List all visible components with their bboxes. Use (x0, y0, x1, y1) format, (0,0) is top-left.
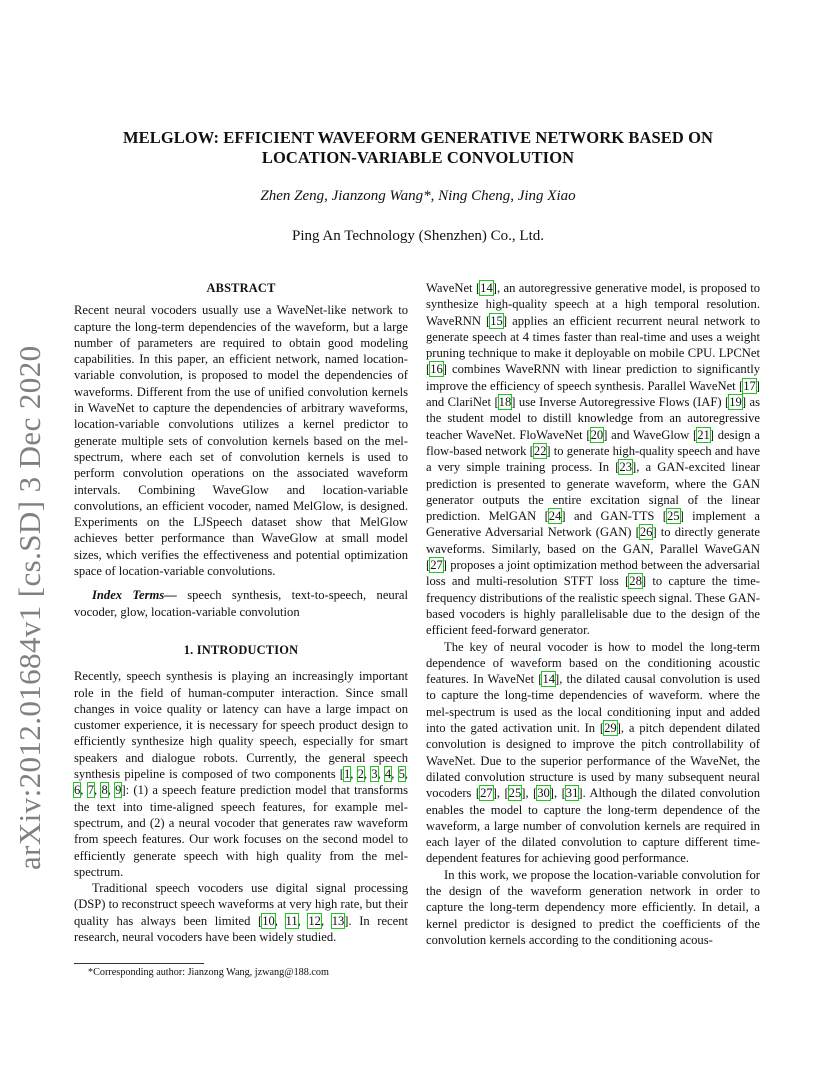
citation-link[interactable]: 25 (666, 509, 680, 524)
authors: Zhen Zeng, Jianzong Wang*, Ning Cheng, Jing Xiao (260, 188, 576, 204)
citation-link[interactable]: 25 (508, 786, 522, 801)
citation-link[interactable]: 29 (604, 721, 617, 736)
citation-link[interactable]: 31 (565, 786, 579, 801)
citation-link[interactable]: 14 (480, 281, 493, 295)
intro-paragraph-5: In this work, we propose the location-variable convolution for the design of the waveform generation network in order to capture the long-term dependency more efficiently. In detail, a kernel predictor is designed to predict the coefficients of the convolution kernels according to the conditioning acous- (426, 867, 760, 947)
citation-link[interactable]: 30 (537, 786, 550, 801)
citation-link[interactable]: 9 (115, 783, 122, 798)
intro-paragraph-4: The key of neural vocoder is how to model the long-term dependence of waveform based on the conditioning acoustic features. In WaveNet [14], the dilated causal convolution is used to capture the long-time dependencies of waveform. where the mel-spectrum is used as the local conditioning input and added into the gated activation unit. In [29], a pitch dependent dilated convolution is designed to improve the pitch controllability of WaveNet. Due to the superior performance of the WaveNet, the dilated convolution structure is used by many subsequent neural vocoders [27], [25], [30], [31]. Although the dilated convolution enables the model to capture the long-term dependence of the waveform, a large number of convolution kernels are required in each layer of the dilated convolution to capture different time-dependent features for achieving good performance. (426, 639, 761, 866)
citation-link[interactable]: 4 (384, 767, 392, 782)
citation-link[interactable]: 21 (697, 427, 710, 442)
citation-link[interactable]: 3 (371, 767, 378, 782)
intro-p1-text-a: Recently, speech synthesis is playing an increasingly important role in the field of human-computer interaction. Since small changes in voice quality or latency can have a large impact on customer experience, it is necessary for speech product design to efficiently synthesize high quality speech, especially for smart speakers and dialogue robots. Currently, the general speech synthesis pipeline is composed of two components (74, 669, 408, 782)
citation-link[interactable]: 22 (533, 443, 547, 458)
citation-link[interactable]: 13 (331, 913, 345, 928)
citation-link[interactable]: 2 (357, 767, 364, 782)
index-terms (74, 587, 408, 620)
citation-link[interactable]: 20 (590, 427, 604, 442)
intro-p1-text-b: : (1) a speech feature prediction model that transforms the text into time-aligned speech features, for example mel-spectrum, and (2) a neural vocoder that generates raw waveform from speech features. Our work focuses on the second model to efficiently generate speech with high quality from the mel-spectrum. (74, 783, 409, 879)
index-terms-text: speech synthesis, text-to-speech, neural vocoder, glow, location-variable convolution (74, 588, 408, 619)
footnote: *Corresponding author: Jianzong Wang, jzwang@188.com (88, 967, 329, 978)
citation-group: 1, 2, 3, 4, 5, 6, 7, 8, 9 (74, 767, 409, 798)
citation-link[interactable]: 11 (285, 913, 298, 928)
abstract-text: Recent neural vocoders usually use a WaveNet-like network to capture the long-term dependencies of the waveform, but a large number of parameters are required to obtain good modeling capabilities. In this paper, an efficient network, named location-variable convolution, is proposed to model the dependencies of waveforms. Different from the use of unified convolution kernels in WaveNet to capture the dependencies of arbitrary waveforms, location-variable convolutions utilizes a kernel predictor to generate multiple sets of convolution kernels based on the mel-spectrum, where each set of convolution kernels is used to perform convolution operations on the associated waveform intervals. Combining WaveGlow and location-variable convolutions, an efficient vocoder, named MelGlow, is designed. Experiments on the LJSpeech dataset show that MelGlow achieves better performance than WaveGlow at small model sizes, which verifies the effectiveness and potential optimization space of location-variable convolutions. (74, 303, 408, 579)
citation-link[interactable]: 10 (262, 913, 275, 928)
citation-link[interactable]: 7 (87, 783, 95, 798)
citation-link[interactable]: 26 (639, 525, 653, 540)
citation-link[interactable]: 28 (629, 574, 642, 589)
intro-paragraph-1: Recently, speech synthesis is playing an increasingly important role in the field of human-computer interaction. Since small changes in voice quality or latency can have a large impact on customer experience, it is necessary for speech product design to efficiently synthesize high quality speech, especially for smart speakers and dialogue robots. Currently, the general speech synthesis pipeline is composed of two components [1, 2, 3, 4, 5, 6, 7, 8, 9]: (1) a speech feature prediction model that transforms the text into time-aligned speech features, for example mel-spectrum, and (2) a neural vocoder that generates raw waveform from speech features. Our work focuses on the second model to efficiently generate speech with high quality from the mel-spectrum. (74, 669, 409, 879)
citation-link[interactable]: 18 (498, 395, 512, 410)
intro-paragraph-3: WaveNet [14], an autoregressive generative model, is proposed to synthesize high-quality speech at a high temporal resolution. WaveRNN [15] applies an efficient recurrent neural network to generate speech at 4 times faster than real-time and uses a weight pruning technique to make it deployable on mobile CPU. LPCNet [16] combines WaveRNN with linear prediction to significantly improve the efficiency of speech synthesis. Parallel WaveNet [17] and ClariNet [18] use Inverse Autoregressive Flows (IAF) [19] as the student model to distill knowledge from an autoregressive teacher WaveNet. FloWaveNet [20] and WaveGlow [21] design a flow-based network [22] to generate high-quality speech and have a very simple training process. In [23], a GAN-excited linear prediction is presented to generate waveform, where the GAN generator outputs the entire excitation signal of the linear prediction. MelGAN [24] and GAN-TTS [25] implement a Generative Adversarial Network (GAN) [26] to directly generate waveforms. Similarly, based on the GAN, Parallel WaveGAN [27] proposes a joint optimization method between the adversarial loss and multi-resolution STFT loss [28] to capture the time-frequency distributions of the realistic speech signal. These GAN-based vocoders is highly parallelisable due to the design of the efficient feed-forward generator. (426, 281, 761, 638)
footnote-rule (74, 963, 204, 964)
citation-link[interactable]: 27 (430, 558, 443, 573)
citation-link[interactable]: 12 (308, 913, 321, 928)
arxiv-stamp: arXiv:2012.01684v1 [cs.SD] 3 Dec 2020 (12, 345, 47, 870)
citation-link[interactable]: 17 (743, 378, 756, 393)
citation-link[interactable]: 24 (548, 509, 562, 524)
intro-heading: 1. INTRODUCTION (183, 642, 299, 657)
intro-p2-text-b: . In recent research, neural vocoders have been widely studied. (74, 913, 409, 944)
title-line-2: LOCATION-VARIABLE CONVOLUTION (261, 148, 575, 167)
citation-link[interactable]: 15 (490, 313, 503, 328)
title-line-1: MELGLOW: EFFICIENT WAVEFORM GENERATIVE NETWORK BASED ON (122, 128, 714, 147)
affiliation: Ping An Technology (Shenzhen) Co., Ltd. (292, 228, 544, 244)
paper-title (80, 128, 756, 168)
citation-link[interactable]: 14 (542, 672, 556, 687)
right-column (426, 280, 760, 948)
abstract-heading: ABSTRACT (206, 281, 276, 295)
intro-paragraph-2: Traditional speech vocoders use digital signal processing (DSP) to reconstruct speech waveforms at very high rate, but their quality has always been limited [10, 11, 12, 13]. In recent research, neural vocoders have been widely studied. (74, 881, 409, 944)
index-terms-label: Index Terms— (92, 588, 177, 603)
citation-group: 10, 11, 12, 13 (262, 913, 345, 928)
citation-link[interactable]: 27 (480, 786, 493, 801)
citation-link[interactable]: 1 (344, 767, 351, 782)
left-column (74, 280, 408, 945)
citation-link[interactable]: 23 (619, 460, 632, 475)
citation-link[interactable]: 5 (398, 767, 405, 782)
citation-link[interactable]: 8 (101, 783, 108, 798)
citation-link[interactable]: 16 (430, 362, 443, 377)
citation-link[interactable]: 6 (74, 783, 81, 798)
intro-p2-text-a: Traditional speech vocoders use digital signal processing (DSP) to reconstruct speech waveforms at very high rate, but their quality has always been limited (74, 881, 408, 928)
citation-link[interactable]: 19 (729, 395, 742, 410)
